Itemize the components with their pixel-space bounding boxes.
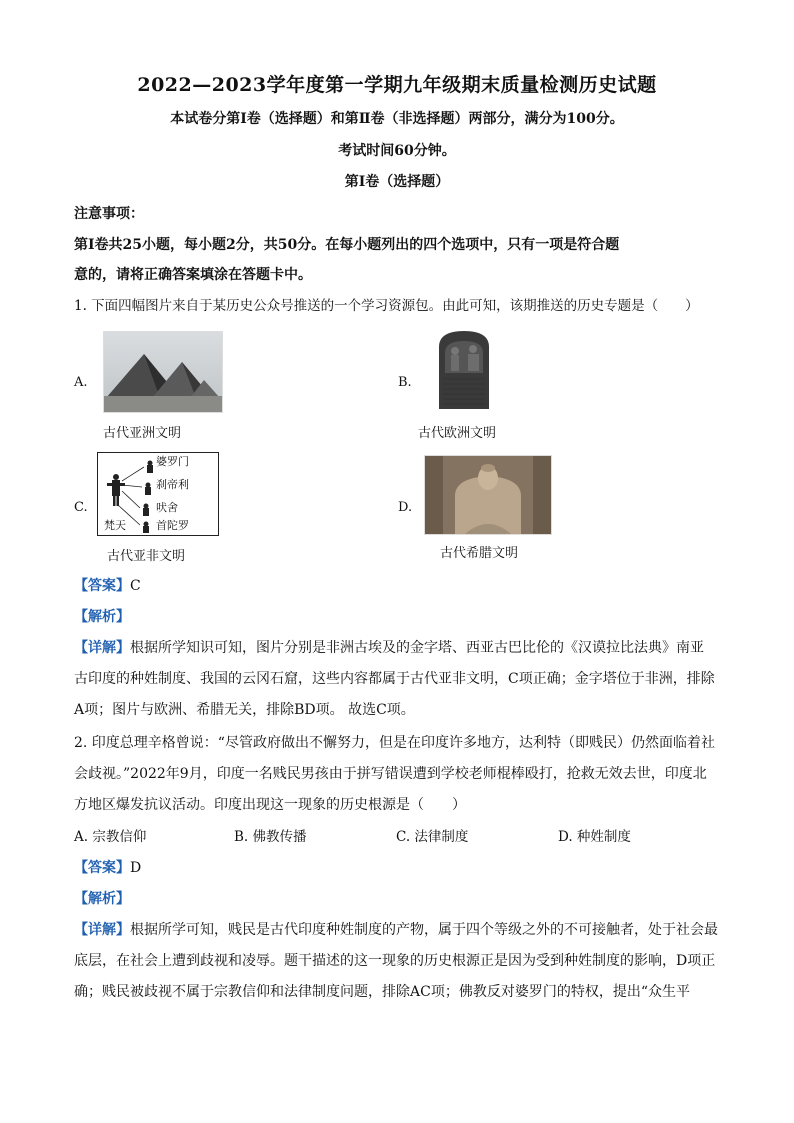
q2-answer-value: D bbox=[130, 860, 142, 876]
q1-answer-tag: 【答案】 bbox=[74, 578, 130, 594]
caste-diagram-image bbox=[97, 452, 219, 536]
code-stele-image bbox=[431, 329, 497, 409]
caste-label-shudra: 首陀罗 bbox=[156, 519, 189, 532]
q2-option-b: B. 佛教传播 bbox=[234, 829, 307, 845]
notice-line-2: 意的，请将正确答案填涂在答题卡中。 bbox=[74, 267, 312, 283]
q2-analysis-label: 【解析】 bbox=[74, 891, 130, 907]
caste-label-vaishya: 吠舍 bbox=[156, 501, 178, 514]
option-b-letter: B. bbox=[398, 375, 412, 390]
caste-label-kshatriya: 刹帝利 bbox=[156, 478, 189, 491]
q1-answer-value: C bbox=[130, 578, 141, 594]
q2-stem-line-1: 2. 印度总理辛格曾说：“尽管政府做出不懈努力，但是在印度许多地方，达利特（即贱民）仍然面临着社 bbox=[74, 735, 715, 751]
q2-answer-row bbox=[74, 853, 720, 883]
q2-analysis-tag bbox=[74, 884, 720, 914]
section-title: 第Ⅰ卷（选择题） bbox=[344, 174, 450, 190]
q1-detail-line-2: 古印度的种姓制度、我国的云冈石窟，这些内容都属于古代亚非文明，C项正确；金字塔位于非洲，排除 bbox=[74, 671, 715, 687]
option-d-letter: D. bbox=[398, 500, 413, 515]
q1-detail-line-3: A项；图片与欧洲、希腊无关，排除BD项。 故选C项。 bbox=[74, 702, 415, 718]
q2-detail-line-3: 确；贱民被歧视不属于宗教信仰和法律制度问题，排除AC项；佛教反对婆罗门的特权，提出“众生平 bbox=[74, 984, 690, 1000]
page-title: 2022—2023学年度第一学期九年级期末质量检测历史试题 bbox=[137, 74, 657, 96]
q2-answer-tag: 【答案】 bbox=[74, 860, 130, 876]
q2-stem-line-2: 会歧视。”2022年9月，印度一名贱民男孩由于拼写错误遭到学校老师棍棒殴打，抢救无效去世，印度北 bbox=[74, 766, 707, 782]
q2-detail-text-1: 根据所学可知，贱民是古代印度种姓制度的产物，属于四个等级之外的不可接触者，处于社会最 bbox=[130, 922, 718, 938]
option-c-caption: 古代亚非文明 bbox=[107, 549, 186, 564]
notice-heading: 注意事项： bbox=[74, 206, 144, 222]
option-a-letter: A. bbox=[74, 375, 88, 390]
option-c-letter: C. bbox=[74, 500, 88, 515]
q2-option-a: A. 宗教信仰 bbox=[74, 829, 147, 845]
caste-label-brahma: 梵天 bbox=[104, 519, 126, 532]
question-1-stem: 1. 下面四幅图片来自于某历史公众号推送的一个学习资源包。由此可知，该期推送的历史专题是（ ） bbox=[74, 298, 699, 314]
q2-stem-line-3: 方地区爆发抗议活动。印度出现这一现象的历史根源是（ ） bbox=[74, 797, 466, 813]
q1-analysis-label: 【解析】 bbox=[74, 609, 130, 625]
option-b-caption: 古代欧洲文明 bbox=[418, 426, 497, 441]
option-d-caption: 古代希腊文明 bbox=[440, 546, 519, 561]
q1-analysis-tag bbox=[74, 602, 720, 632]
q2-option-c: C. 法律制度 bbox=[396, 829, 469, 845]
buddha-statue-image bbox=[424, 455, 552, 535]
q2-detail-line-1 bbox=[74, 915, 720, 945]
exam-intro: 本试卷分第Ⅰ卷（选择题）和第Ⅱ卷（非选择题）两部分，满分为100分。 bbox=[170, 111, 624, 127]
caste-label-brahmin: 婆罗门 bbox=[156, 455, 189, 468]
notice-line-1: 第Ⅰ卷共25小题，每小题2分，共50分。在每小题列出的四个选项中，只有一项是符合题 bbox=[74, 237, 620, 253]
q1-detail-tag: 【详解】 bbox=[74, 640, 130, 656]
q2-detail-line-2: 底层，在社会上遭到歧视和凌辱。题干描述的这一现象的历史根源正是因为受到种姓制度的影响，D项正 bbox=[74, 953, 716, 969]
q1-answer-row bbox=[74, 571, 720, 601]
option-a-caption: 古代亚洲文明 bbox=[103, 426, 182, 441]
q1-detail-line-1 bbox=[74, 633, 720, 663]
q2-option-d: D. 种姓制度 bbox=[558, 829, 631, 845]
q1-detail-text-1: 根据所学知识可知，图片分别是非洲古埃及的金字塔、西亚古巴比伦的《汉谟拉比法典》南亚 bbox=[130, 640, 704, 656]
pyramids-image bbox=[103, 331, 223, 413]
exam-time: 考试时间60分钟。 bbox=[338, 143, 456, 159]
q2-detail-tag: 【详解】 bbox=[74, 922, 130, 938]
